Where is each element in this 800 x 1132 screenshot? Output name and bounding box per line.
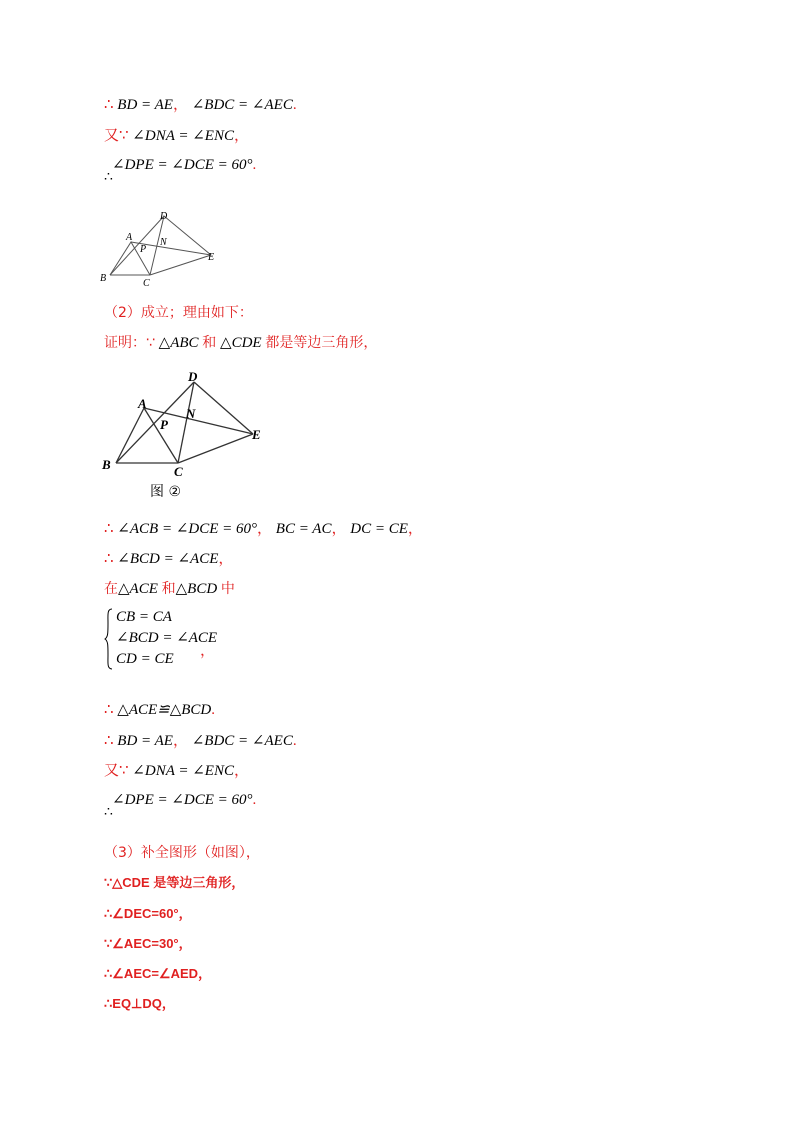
system-row-2: ∠BCD = ∠ACE	[116, 630, 218, 646]
separator: ，	[407, 519, 423, 537]
separator: ，	[233, 126, 249, 144]
part2-title: （2）成立；理由如下：	[104, 305, 253, 321]
period: .	[292, 97, 297, 113]
statement-angle-dpe	[104, 155, 256, 175]
label-p: P	[160, 417, 168, 432]
statement-angle-dpe-2	[104, 790, 256, 810]
label-e: E	[252, 427, 261, 442]
label-n: N	[160, 237, 167, 248]
equation-angle-dpe-dce-60: ∠DPE = ∠DCE = 60°	[112, 157, 253, 173]
period: .	[252, 792, 257, 808]
left-brace	[104, 607, 114, 671]
label-b: B	[102, 457, 111, 472]
triangle-cde: △CDE	[220, 335, 262, 351]
part3-line-3: ∵∠AEC=30°，	[104, 936, 192, 951]
separator: ，	[218, 549, 234, 567]
statement-bd-ae-2	[104, 730, 297, 751]
label-a: A	[138, 396, 147, 411]
separator: ，	[257, 519, 273, 537]
congruence-ace-bcd: △ACE≌△BCD	[117, 702, 212, 718]
equation-angle-dna-enc: ∠DNA = ∠ENC	[132, 128, 234, 144]
equation-bd-ae: BD = AE	[117, 97, 173, 113]
part3-title: （3）补全图形（如图），	[104, 845, 260, 861]
label-p: P	[140, 244, 147, 255]
separator: ，	[172, 731, 188, 749]
label-e: E	[208, 252, 215, 263]
statement-angle-bcd-ace	[104, 548, 233, 569]
statement-in-triangles	[104, 579, 235, 599]
therefore-symbol: ∴	[104, 170, 113, 185]
therefore-symbol: ∴	[104, 805, 113, 820]
equation-bc-ac: BC = AC	[275, 521, 332, 537]
also-since: 又∵	[104, 126, 129, 144]
figure-2-caption: 图 ②	[150, 484, 182, 500]
part3-line-4: ∴∠AEC=∠AED，	[104, 966, 212, 981]
therefore-symbol: ∴	[104, 97, 114, 113]
also-since: 又∵	[104, 761, 129, 779]
separator: ，	[233, 761, 249, 779]
geometry-figure-2	[98, 368, 278, 500]
part3-line-1: ∵△CDE 是等边三角形，	[104, 875, 245, 890]
equation-angle-bcd-ace: ∠BCD = ∠ACE	[117, 551, 219, 567]
equation-dc-ce: DC = CE	[350, 521, 408, 537]
system-row-3: CD = CE	[116, 651, 174, 667]
statement-angle-dna-enc	[104, 125, 249, 146]
part3-line-2: ∴∠DEC=60°，	[104, 906, 192, 921]
separator: ，	[331, 519, 347, 537]
statement-angle-dna-enc-2	[104, 760, 249, 781]
label-c: C	[143, 278, 150, 288]
label-d: D	[188, 369, 198, 384]
label-a: A	[126, 232, 133, 243]
statement-angles-sides	[104, 518, 423, 539]
equation-angle-bdc-aec: ∠BDC = ∠AEC	[191, 97, 293, 113]
label-b: B	[100, 273, 107, 284]
separator: ，	[200, 641, 216, 659]
proof-label: 证明：∵	[104, 335, 155, 351]
therefore-symbol: ∴	[104, 733, 114, 749]
therefore-symbol: ∴	[104, 521, 114, 537]
label-n: N	[186, 406, 196, 421]
label-d: D	[160, 211, 168, 222]
triangle-bcd: △BCD	[175, 581, 218, 597]
separator: ，	[172, 95, 188, 113]
therefore-symbol: ∴	[104, 551, 114, 567]
period: .	[252, 157, 257, 173]
middle-label: 中	[220, 581, 235, 597]
period: .	[211, 702, 216, 718]
part3-line-5: ∴EQ⊥DQ，	[104, 996, 175, 1011]
statement-bd-ae	[104, 94, 297, 115]
proof-intro	[104, 333, 377, 353]
equation-angle-acb-dce: ∠ACB = ∠DCE = 60°	[117, 521, 258, 537]
triangle-ace: △ACE	[118, 581, 158, 597]
label-c: C	[174, 464, 183, 479]
therefore-symbol: ∴	[104, 702, 114, 718]
in-label: 在	[104, 581, 118, 597]
equation-angle-dpe-dce-60: ∠DPE = ∠DCE = 60°	[112, 792, 253, 808]
equation-bd-ae: BD = AE	[117, 733, 173, 749]
conjunction: 和	[202, 335, 217, 351]
proof-premise-text: 都是等边三角形，	[265, 335, 378, 351]
equation-angle-bdc-aec: ∠BDC = ∠AEC	[191, 733, 293, 749]
equation-angle-dna-enc: ∠DNA = ∠ENC	[132, 763, 234, 779]
system-row-1: CB = CA	[116, 609, 172, 625]
conjunction: 和	[161, 581, 176, 597]
equation-system	[104, 607, 224, 671]
period: .	[292, 733, 297, 749]
triangle-abc: △ABC	[158, 335, 199, 351]
statement-congruent	[104, 700, 215, 720]
geometry-figure-1	[96, 208, 226, 288]
